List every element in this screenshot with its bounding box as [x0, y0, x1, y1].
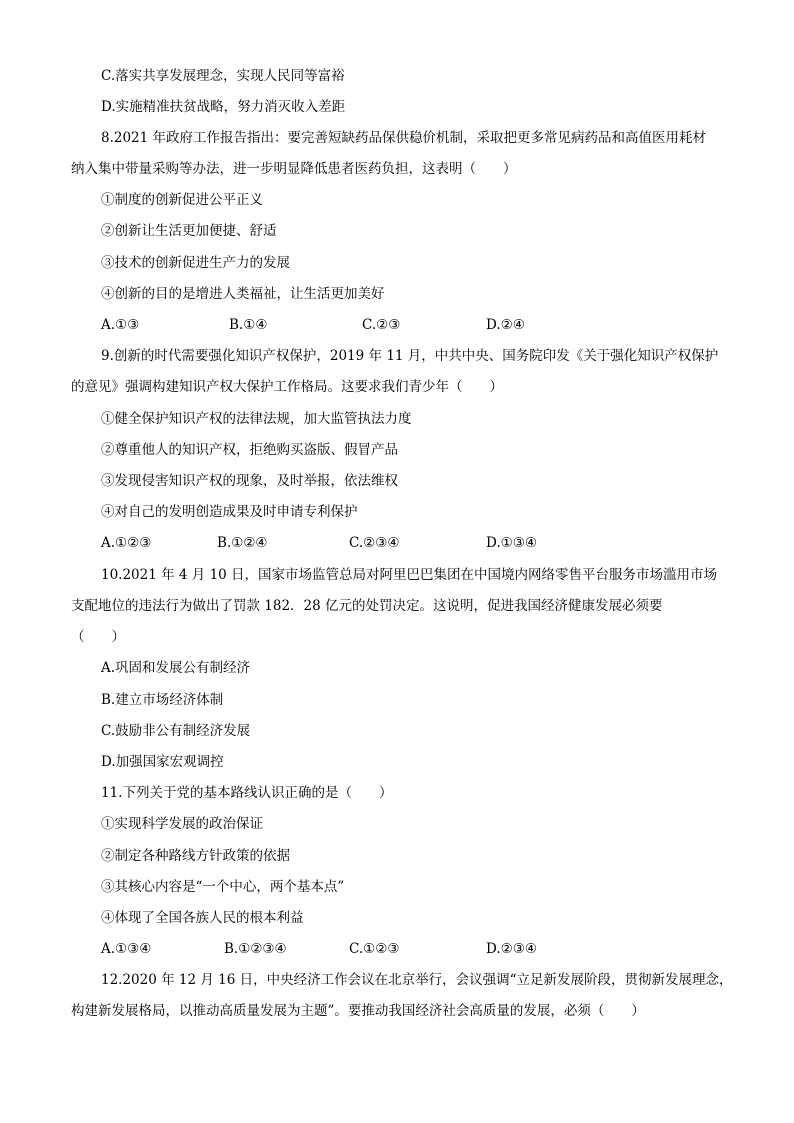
- q11-choice-d: D.②③④: [486, 941, 537, 957]
- q8-choice-a: A.①③: [101, 317, 140, 333]
- q9-choice-c: C.②③④: [349, 535, 400, 551]
- q12-stem-line1: 12.2020 年 12 月 16 日，中央经济工作会议在北京举行，会议强调“立足新发展阶段，贯彻新发展理念，: [101, 972, 733, 988]
- q9-choice-d: D.①③④: [486, 535, 537, 551]
- q9-item-1: ①健全保护知识产权的法律法规，加大监管执法力度: [101, 411, 412, 427]
- q11-item-2: ②制定各种路线方针政策的依据: [101, 848, 290, 864]
- q9-stem-line1: 9.创新的时代需要强化知识产权保护，2019 年 11 月，中共中央、国务院印发《关于强化知识产权保护: [101, 348, 719, 364]
- q11-stem: 11.下列关于党的基本路线认识正确的是（ ）: [101, 785, 393, 801]
- q8-item-2: ②创新让生活更加便捷、舒适: [101, 223, 277, 239]
- q11-choice-a: A.①③④: [101, 941, 152, 957]
- q7-option-c: C.落实共享发展理念，实现人民同等富裕: [101, 68, 345, 84]
- q9-item-2: ②尊重他人的知识产权，拒绝购买盗版、假冒产品: [101, 442, 398, 458]
- q10-stem-line2: 支配地位的违法行为做出了罚款 182．28 亿元的处罚决定。这说明，促进我国经济健康发展必须要: [71, 598, 663, 614]
- q11-item-4: ④体现了全国各族人民的根本利益: [101, 910, 304, 926]
- q9-item-4: ④对自己的发明创造成果及时申请专利保护: [101, 504, 358, 520]
- q11-choice-b: B.①②③④: [224, 941, 287, 957]
- q8-choice-d: D.②④: [486, 317, 525, 333]
- q8-stem-line2: 纳入集中带量采购等办法，进一步明显降低患者医药负担，这表明（ ）: [71, 161, 517, 177]
- q10-stem-line3: （ ）: [71, 629, 125, 645]
- q8-choice-c: C.②③: [362, 317, 401, 333]
- q12-stem-line2: 构建新发展格局，以推动高质量发展为主题”。要推动我国经济社会高质量的发展，必须（ ）: [71, 1003, 645, 1019]
- q11-item-3: ③其核心内容是“一个中心，两个基本点”: [101, 879, 345, 895]
- q8-item-4: ④创新的目的是增进人类福祉，让生活更加美好: [101, 286, 385, 302]
- q11-choice-c: C.①②③: [349, 941, 400, 957]
- q8-item-3: ③技术的创新促进生产力的发展: [101, 255, 290, 271]
- q8-choice-b: B.①④: [229, 317, 268, 333]
- q11-item-1: ①实现科学发展的政治保证: [101, 816, 263, 832]
- q10-option-c: C.鼓励非公有制经济发展: [101, 723, 251, 739]
- q8-stem-line1: 8.2021 年政府工作报告指出：要完善短缺药品保供稳价机制，采取把更多常见病药品和高值医用耗材: [101, 130, 707, 146]
- q9-choice-b: B.①②④: [217, 535, 268, 551]
- q10-option-b: B.建立市场经济体制: [101, 692, 224, 708]
- q8-item-1: ①制度的创新促进公平正义: [101, 192, 263, 208]
- q7-option-d: D.实施精准扶贫战略，努力消灭收入差距: [101, 99, 346, 115]
- q9-choice-a: A.①②③: [101, 535, 152, 551]
- q10-stem-line1: 10.2021 年 4 月 10 日，国家市场监管总局对阿里巴巴集团在中国境内网络零售平台服务市场滥用市场: [101, 567, 718, 583]
- q10-option-a: A.巩固和发展公有制经济: [101, 660, 251, 676]
- q9-item-3: ③发现侵害知识产权的现象，及时举报，依法维权: [101, 473, 398, 489]
- q10-option-d: D.加强国家宏观调控: [101, 754, 224, 770]
- q9-stem-line2: 的意见》强调构建知识产权大保护工作格局。这要求我们青少年（ ）: [71, 379, 503, 395]
